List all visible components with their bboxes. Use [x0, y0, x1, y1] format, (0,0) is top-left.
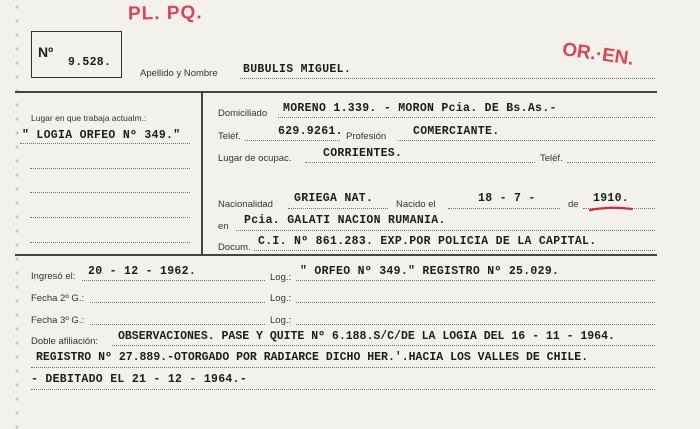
entry-lodge-label: Log.:: [270, 272, 292, 283]
name-label: Apellido y Nombre: [140, 68, 218, 79]
perforation-edge: [14, 0, 20, 429]
third-degree-label: Fecha 3º G.:: [31, 315, 85, 326]
nationality-value: GRIEGA NAT.: [294, 192, 374, 205]
profession-label: Profesión: [346, 131, 387, 142]
phone-value: 629.9261.: [278, 125, 343, 138]
stamp-pl-pq: PL. PQ.: [127, 2, 203, 25]
birthplace-label: en: [218, 221, 229, 232]
affiliation-line-3: - DEBITADO EL 21 - 12 - 1964.-: [31, 373, 248, 386]
entry-lodge-value: " ORFEO Nº 349." REGISTRO Nº 25.029.: [300, 265, 560, 278]
column-divider: [201, 91, 203, 254]
entry-label: Ingresó el:: [31, 271, 76, 282]
occupation-place-label: Lugar de ocupac.: [218, 153, 292, 164]
birth-label: Nacido el: [396, 199, 436, 210]
second-degree-lodge-label: Log.:: [270, 293, 292, 304]
red-underline-mark: [588, 205, 634, 213]
domicile-value: MORENO 1.339. - MORON Pcia. DE Bs.As.-: [283, 102, 557, 115]
birth-year-label: de: [568, 199, 579, 210]
birth-year-value: 1910.: [593, 192, 630, 205]
document-value: C.I. Nº 861.283. EXP.POR POLICIA DE LA CAPITAL.: [258, 235, 597, 248]
mid-rule: [15, 254, 657, 256]
occupation-place-value: CORRIENTES.: [323, 147, 403, 160]
card-number-box: [31, 31, 122, 78]
domicile-label: Domiciliado: [218, 108, 268, 119]
entry-value: 20 - 12 - 1962.: [88, 265, 197, 278]
affiliation-line-1: OBSERVACIONES. PASE Y QUITE Nº 6.188.S/C/DE LA LOGIA DEL 16 - 11 - 1964.: [118, 330, 615, 343]
profession-value: COMERCIANTE.: [413, 125, 500, 138]
card-number-value: 9.528.: [68, 56, 112, 69]
name-value: BUBULIS MIGUEL.: [243, 63, 352, 76]
birth-day-month: 18 - 7 -: [478, 192, 536, 205]
affiliation-label: Doble afiliación:: [31, 336, 99, 347]
affiliation-line-2: REGISTRO Nº 27.889.-OTORGADO POR RADIARCE DICHO HER.'.HACIA LOS VALLES DE CHILE.: [36, 351, 589, 364]
document-label: Docum.: [218, 242, 251, 253]
work-place-value: " LOGIA ORFEO Nº 349.": [22, 129, 181, 142]
card-number-label: Nº: [38, 44, 54, 60]
nationality-label: Nacionalidad: [218, 199, 273, 210]
occupation-phone-label: Teléf.: [540, 153, 563, 164]
phone-label: Teléf.: [218, 131, 241, 142]
work-place-label: Lugar en que trabaja actualm.:: [31, 113, 147, 123]
birthplace-value: Pcia. GALATI NACION RUMANIA.: [244, 214, 446, 227]
top-rule: [15, 91, 657, 93]
stamp-oren: OR.·EN.: [560, 39, 635, 70]
second-degree-label: Fecha 2º G.:: [31, 293, 85, 304]
third-degree-lodge-label: Log.:: [270, 315, 292, 326]
